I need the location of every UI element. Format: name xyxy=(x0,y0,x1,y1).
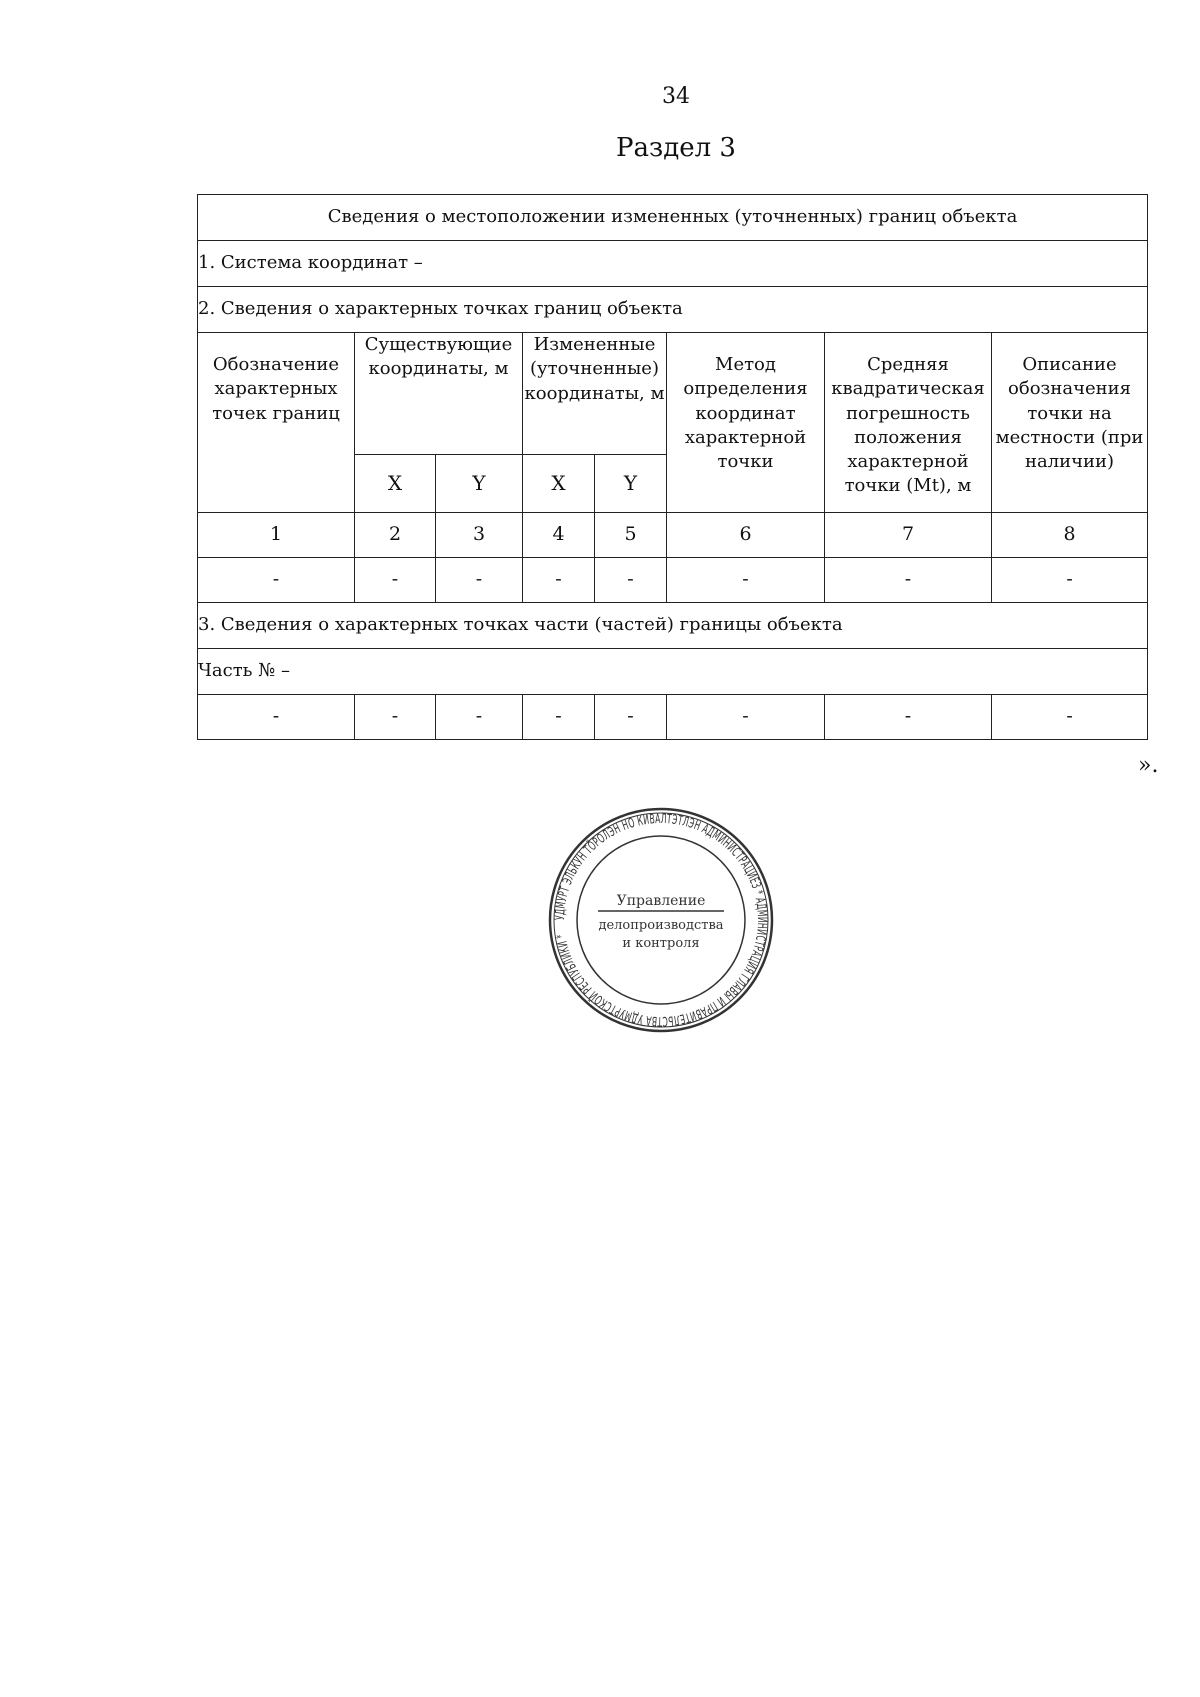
section-title: Раздел 3 xyxy=(616,133,736,163)
stamp-center-line-1: Управление xyxy=(616,893,706,909)
column-numbers-row xyxy=(198,513,1148,558)
header-description: Описание обозначения точки на местности (при наличии) xyxy=(992,333,1148,513)
table-cell: - xyxy=(667,695,825,740)
table-cell: - xyxy=(992,558,1148,603)
column-number: 6 xyxy=(667,513,825,558)
part-number: Часть № – xyxy=(198,649,1148,695)
table-cell: - xyxy=(436,695,523,740)
header-changed-x: X xyxy=(523,455,595,513)
header-mean-error: Средняя квадратическая погрешность положения характерной точки (Mt), м xyxy=(825,333,992,513)
table-cell: - xyxy=(825,695,992,740)
header-designation: Обозначение характерных точек границ xyxy=(198,333,355,513)
table-cell: - xyxy=(667,558,825,603)
header-existing-x: X xyxy=(355,455,436,513)
page-number: 34 xyxy=(662,84,690,109)
table-cell: - xyxy=(198,558,355,603)
header-existing-y: Y xyxy=(436,455,523,513)
column-number: 8 xyxy=(992,513,1148,558)
header-method: Метод определения координат характерной точки xyxy=(667,333,825,513)
stamp-center-line-2: делопроизводства xyxy=(598,918,724,933)
points-heading: 2. Сведения о характерных точках границ объекта xyxy=(198,287,1148,333)
table-row xyxy=(198,695,1148,740)
closing-quote: ». xyxy=(1138,753,1159,778)
table-cell: - xyxy=(355,558,436,603)
column-number: 3 xyxy=(436,513,523,558)
table-cell: - xyxy=(992,695,1148,740)
stamp-center-line-3: и контроля xyxy=(622,936,700,951)
table-cell: - xyxy=(595,695,667,740)
coordinate-system: 1. Система координат – xyxy=(198,241,1148,287)
table-cell: - xyxy=(355,695,436,740)
header-changed-coordinates: Измененные (уточненные) координаты, м xyxy=(523,333,667,455)
stamp-outer-text: УДМУРТ ЭЛЬКУН ТӦРОЛЭН НО КИВАЛТЭТЛЭН АДМИНИСТРАЦИЕЗ * АДМИНИСТРАЦИЯ ГЛАВЫ И ПРАВИТЕЛЬСТВА УДМУРТСКОЙ РЕСПУБЛИКИ * xyxy=(552,811,770,1029)
table-cell: - xyxy=(436,558,523,603)
column-number: 1 xyxy=(198,513,355,558)
column-number: 2 xyxy=(355,513,436,558)
header-changed-y: Y xyxy=(595,455,667,513)
table-cell: - xyxy=(523,695,595,740)
column-number: 4 xyxy=(523,513,595,558)
coordinates-table xyxy=(197,194,1148,740)
table-cell: - xyxy=(595,558,667,603)
header-existing-coordinates: Существующие координаты, м xyxy=(355,333,523,455)
official-stamp xyxy=(546,805,776,1035)
table-cell: - xyxy=(198,695,355,740)
table-cell: - xyxy=(825,558,992,603)
table-caption: Сведения о местоположении измененных (уточненных) границ объекта xyxy=(198,195,1148,241)
column-number: 5 xyxy=(595,513,667,558)
column-number: 7 xyxy=(825,513,992,558)
part-heading: 3. Сведения о характерных точках части (частей) границы объекта xyxy=(198,603,1148,649)
table-row xyxy=(198,558,1148,603)
table-cell: - xyxy=(523,558,595,603)
